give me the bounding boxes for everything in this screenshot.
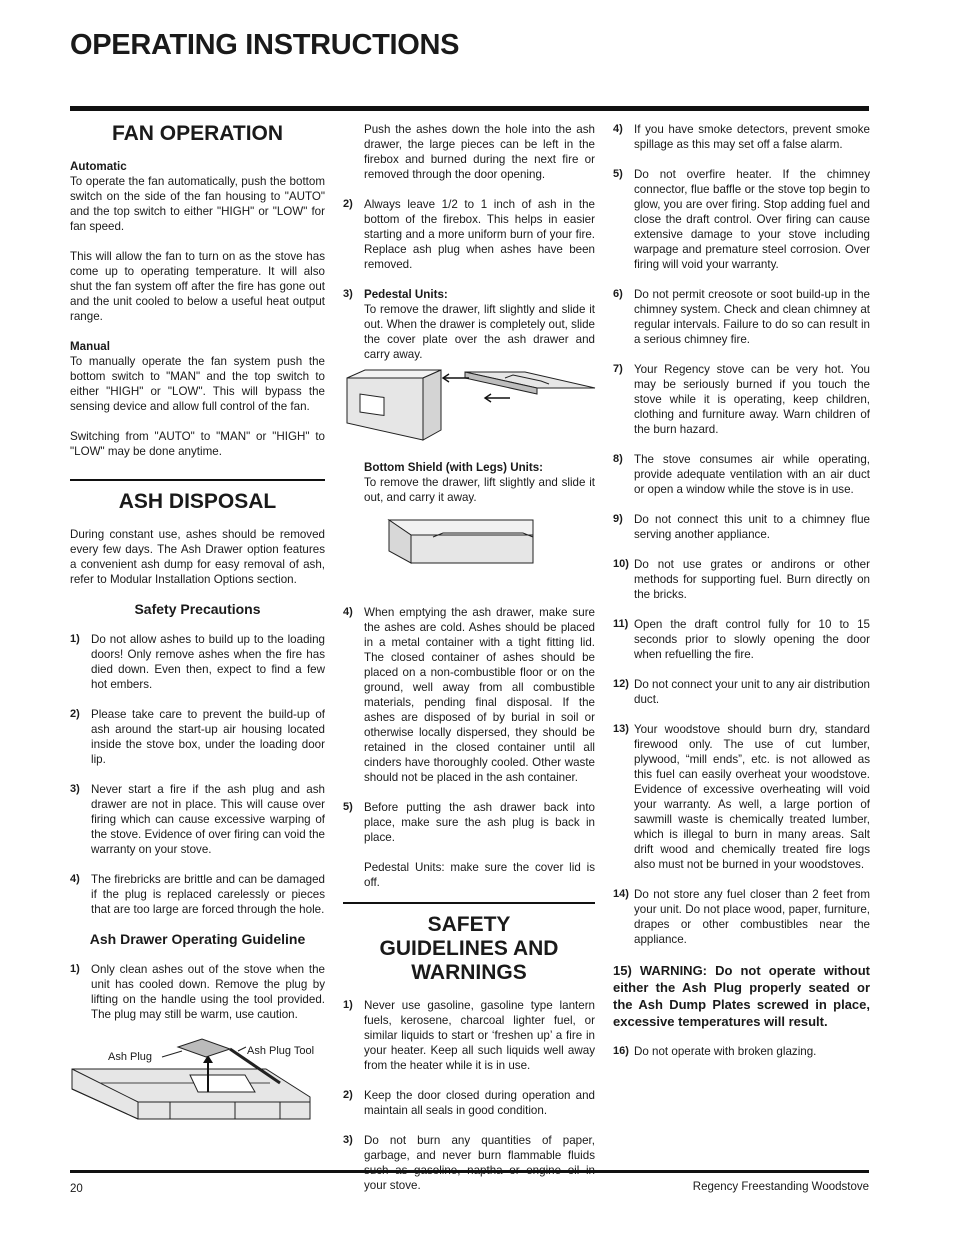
safety-precautions-heading: Safety Precautions — [134, 601, 261, 617]
page-number: 20 — [70, 1183, 83, 1195]
manual-label: Manual — [70, 340, 110, 353]
list-item: 4) When emptying the ash drawer, make sure the ashes are cold. Ashes should be placed in a metal container with a tight fitting lid. The closed container of ashes should be placed on a non-combustible floor or on the ground, well away from all combustible materials, pending final disposal. If the ashes are disposed of by burial in soil or otherwise locally dispersed, they should be retained in the closed container until all cinders have thoroughly cooled. Other waste should not be placed in the ash container. — [343, 606, 595, 784]
warning-text: 15) WARNING: Do not operate without either the Ash Plug properly seated or the Ash Dump Plates screwed in place, excessive temperatures will result. — [613, 963, 870, 1029]
list-item: 1) Never use gasoline, gasoline type lantern fuels, kerosene, charcoal lighter fuel, or similar liquids to start or ‘freshen up’ a fire in your heater. Keep all such liquids well away from the heater while it is in use. — [343, 999, 595, 1072]
list-item: 2) Keep the door closed during operation and maintain all seals in good condition. — [343, 1089, 595, 1117]
safety-guidelines-heading: SAFETY GUIDELINES AND WARNINGS — [379, 913, 559, 984]
section-rule — [70, 479, 325, 481]
list-item: 6) Do not permit creosote or soot build-up in the chimney system. Check and clean chimney at regular intervals. Failure to do so can result in a serious chimney fire. — [613, 288, 870, 346]
automatic-paragraph: To operate the fan automatically, push the bottom switch on the side of the fan housing to "AUTO" and the top switch to either "HIGH" or "LOW" for fan speed. — [70, 175, 325, 233]
list-item: 11) Open the draft control fully for 10 to 15 seconds prior to slowly opening the door when refuelling the fire. — [613, 618, 870, 661]
list-item: 10) Do not use grates or andirons or other methods for supporting fuel. Burn directly on the bricks. — [613, 558, 870, 601]
pedestal-units-label: Pedestal Units: — [364, 288, 448, 301]
manual-paragraph-2: Switching from "AUTO" to "MAN" or "HIGH" to "LOW" may be done anytime. — [70, 430, 325, 458]
bottom-shield-text: To remove the drawer, lift slightly and slide it out, and carry it away. — [364, 476, 595, 504]
section-rule — [343, 902, 595, 904]
ash-disposal-heading: ASH DISPOSAL — [118, 490, 277, 513]
list-item: 5) Before putting the ash drawer back into place, make sure the ash plug is back in place. Pedestal Units: make sure the cover lid is off. — [343, 801, 595, 889]
list-item: 5) Do not overfire heater. If the chimney connector, flue baffle or the stove top begin to glow, you are over firing. Stop adding fuel and close the draft control. Over firing can cause extensive damage to your stove including warpage and premature steel corrosion. Over firing will void your warranty. — [613, 168, 870, 271]
list-item: 2) Please take care to prevent the build-up of ash around the start-up air housing located inside the stove box, under the loading door lip. — [70, 708, 325, 766]
ash-plug-tool-label: Ash Plug Tool — [247, 1045, 315, 1057]
list-item: 3) Pedestal Units: To remove the drawer, lift slightly and slide it out. When the drawer is completely out, slide the cover plate over the ash drawer and carry away. — [343, 288, 595, 361]
list-item: 8) The stove consumes air while operating, provide adequate ventilation with an air duct or open a window while the stove is in use. — [613, 453, 870, 496]
ash-plug-label: Ash Plug — [108, 1051, 153, 1063]
page-title: OPERATING INSTRUCTIONS — [70, 29, 460, 61]
list-item: 7) Your Regency stove can be very hot. You may be seriously burned if you touch the stove while it is operating, keep children, clothing and furniture away. Warn children of the burn hazard. — [613, 363, 870, 436]
list-item: 3) Do not burn any quantities of paper, garbage, and never burn flammable fluids your stove. — [343, 1134, 595, 1192]
bottom-shield-drawer-illustration — [343, 515, 595, 571]
list-item: 3) Never start a fire if the ash plug and ash drawer are not in place. This will cause over firing which can cause excessive warping of the stove. Evidence of over firing can void the warranty on your stove. — [70, 783, 325, 856]
list-item: 4) The firebricks are brittle and can be damaged if the plug is replaced carelessly or pieces that are too large are forced through the hole. — [70, 873, 325, 916]
list-item: 14) Do not store any fuel closer than 2 feet from your unit. Do not place wood, paper, furniture, drapes or other combustibles near the appliance. — [613, 888, 870, 946]
automatic-paragraph-2: This will allow the fan to turn on as the stove has come up to operating temperature. It will also shut the fan system off after the fire has gone out and the unit cooled to below a useful heat output range. — [70, 250, 325, 323]
top-rule — [70, 106, 869, 111]
list-item: 4) If you have smoke detectors, prevent smoke spillage as this may set off a false alarm. — [613, 123, 870, 151]
list-item: 12) Do not connect your unit to any air distribution duct. — [613, 678, 870, 706]
list-item: 9) Do not connect this unit to a chimney flue serving another appliance. — [613, 513, 870, 541]
fan-operation-heading: FAN OPERATION — [111, 122, 284, 145]
automatic-label: Automatic — [70, 160, 127, 173]
ash-plug-figure — [70, 1037, 325, 1137]
list-item: 1) Do not allow ashes to build up to the loading doors! Only remove ashes when the fire has died down. Even then, expect to find a few hot embers. — [70, 633, 325, 691]
list-item: 2) Always leave 1/2 to 1 inch of ash in the bottom of the firebox. This helps in easier starting and a more uniform burn of your fire. Replace ash plug when ashes have been removed. — [343, 198, 595, 271]
column-right — [613, 122, 870, 1074]
bottom-rule — [70, 1170, 869, 1173]
list-item: 1) Only clean ashes out of the stove when the unit has cooled down. Remove the plug by lifting on the handle using the tool provided. The plug may still be warm, use caution. — [70, 963, 325, 1021]
column-middle — [343, 122, 595, 1208]
bottom-shield-label: Bottom Shield (with Legs) Units: — [364, 461, 544, 474]
list-item: 13) Your woodstove should burn dry, standard firewood only. The use of cut lumber, plywood, “mill ends”, etc. is not allowed as this fuel can easily overheat your woodstove. Evidence of excessive overheating will void your warranty. As well, a large portion of sawmill waste is chemically treated lumber, which is illegal to burn in many areas. Salt drift wood and chemically treated fire logs also must not be burned in your woodstoves. — [613, 723, 870, 871]
manual-paragraph: To manually operate the fan system push the bottom switch to "MAN" and the top switch to either "HIGH" or "LOW". This will bypass the sensing device and allow full control of the fan. — [70, 355, 325, 413]
list-item: 16) Do not operate with broken glazing. — [613, 1045, 817, 1058]
bottom-shield-block — [343, 460, 595, 505]
column-left — [70, 122, 325, 1137]
footer-product-name: Regency Freestanding Woodstove — [692, 1181, 869, 1193]
ash-intro: During constant use, ashes should be removed every few days. The Ash Drawer option features a convenient ash dump for easy removal of ash, refer to Modular Installation Options section. — [70, 528, 325, 586]
ash-drawer-guideline-heading: Ash Drawer Operating Guideline — [89, 931, 306, 947]
continuation-text: Push the ashes down the hole into the ash drawer, the large pieces can be left in the firebox and burned during the next fire or removed through the door opening. — [364, 123, 595, 181]
pedestal-drawer-illustration — [345, 368, 597, 448]
